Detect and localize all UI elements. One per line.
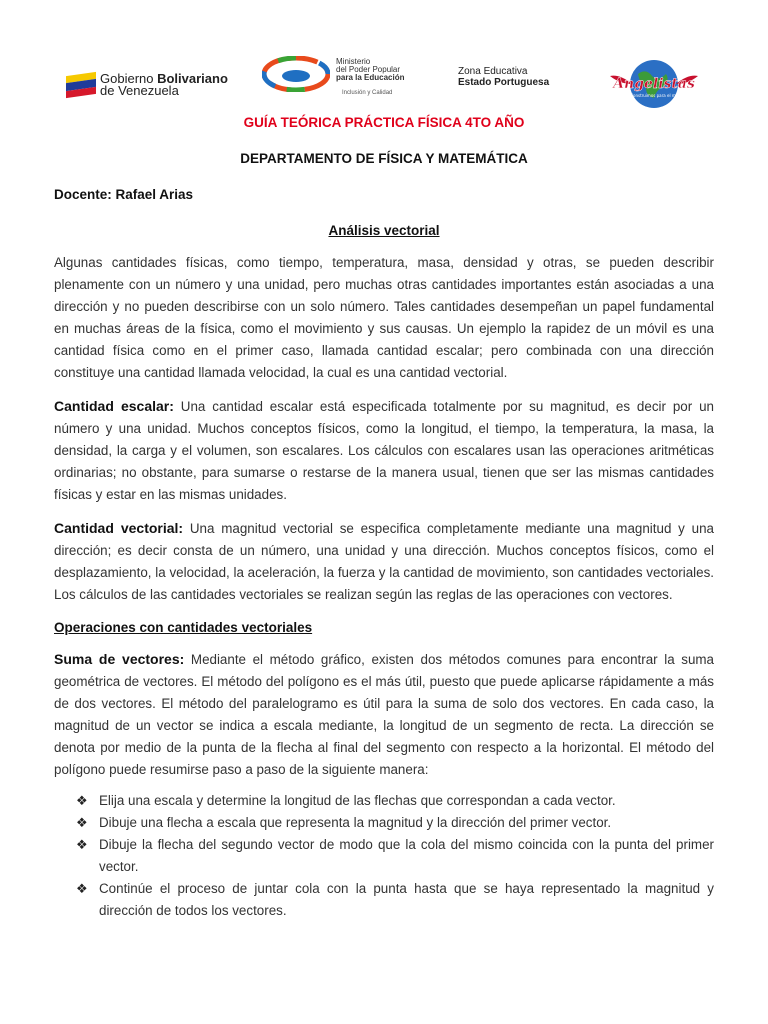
- diamond-bullet-icon: ❖: [76, 837, 88, 852]
- gob-line2: de Venezuela: [100, 83, 179, 98]
- zona-line1: Zona Educativa: [458, 66, 528, 77]
- vector-text: Una magnitud vectorial se especifica completamente mediante una magnitud y una dirección; es decir consta de un número, una unidad y una dirección. Muchos conceptos físicos, como el desplazamiento, la velocidad, la aceleración, la fuerza y la cantidad de movimiento, son cantidades vectoriales. Los cálculos de las cantidades vectoriales se realizan según las reglas de las operaciones con vectores.: [54, 521, 714, 602]
- vector-paragraph: [54, 517, 714, 606]
- section-title-analysis: Análisis vectorial: [328, 223, 440, 238]
- venezuela-flag-icon: [66, 72, 96, 98]
- angelistas-text: Angelistas: [613, 76, 695, 92]
- gobierno-bolivariano-logo: [66, 70, 256, 100]
- min-line2: del Poder Popular: [336, 65, 401, 74]
- sum-text: Mediante el método gráfico, existen dos métodos comunes para encontrar la suma geométrica de vectores. El método del polígono es el más útil, puesto que puede aplicarse rápidamente a más de dos vectores. El método del paralelogramo es útil para la suma de solo dos vectores. En cada caso, la magnitud de un vector se indica a escala mediante, la longitud de un segmento de recta. La dirección se denota por medio de la punta de la flecha al final del segmento con respecto a la horizontal. El método del polígono puede resumirse paso a paso de la siguiente manera:: [54, 652, 715, 777]
- diamond-bullet-icon: ❖: [76, 815, 88, 830]
- list-item-text: Continúe el proceso de juntar cola con la punta hasta que se haya representado la magnitud y dirección de todos los vectores.: [99, 881, 714, 918]
- list-item-text: Dibuje la flecha del segundo vector de modo que la cola del mismo coincida con la punta del primer vector.: [99, 837, 714, 874]
- globe-wings-icon: [606, 56, 702, 112]
- list-item: [54, 834, 714, 878]
- diamond-bullet-icon: ❖: [76, 881, 88, 896]
- diamond-bullet-icon: ❖: [76, 793, 88, 808]
- list-item: [54, 878, 714, 922]
- angelistas-logo: [606, 56, 702, 112]
- list-item: [54, 790, 714, 812]
- min-sub: Inclusión y Calidad: [342, 90, 393, 96]
- gob-line1-bold: Bolivariano: [157, 71, 228, 86]
- sum-label: Suma de vectores:: [54, 651, 185, 667]
- min-line1: Ministerio: [336, 57, 371, 66]
- scalar-text: Una cantidad escalar está especificada totalmente por su magnitud, es decir por un número y una unidad. Muchos conceptos físicos, como la longitud, el tiempo, la temperatura, la masa, la densidad, la carga y el volumen, son escalares. Los cálculos con escalares usan las operaciones aritméticas ordinarias; no obstante, para sumarse o restarse de la manera usual, tienen que ser las mismas cantidades físicas y estar en las mismas unidades.: [54, 399, 715, 502]
- department-title: DEPARTAMENTO DE FÍSICA Y MATEMÁTICA: [240, 151, 528, 166]
- page-header: [0, 48, 768, 112]
- scalar-paragraph: [54, 395, 714, 506]
- zona-educativa-label: [458, 66, 549, 88]
- document-title: GUÍA TEÓRICA PRÁCTICA FÍSICA 4TO AÑO: [243, 115, 525, 130]
- gob-line1-prefix: Gobierno: [100, 71, 158, 86]
- intro-paragraph: Algunas cantidades físicas, como tiempo, temperatura, masa, densidad y otras, se pueden describir plenamente con un número y una unidad, pero muchas otras cantidades importantes están asociadas a una dirección y no pueden describirse con un solo número. Tales cantidades desempeñan un papel fundamental en muchas áreas de la física, como el movimiento y sus causas. Un ejemplo la rapidez de un móvil es una cantidad física como en el primer caso, llamada cantidad escalar; pero combinada con una dirección constituye una cantidad llamada velocidad, la cual es una cantidad vectorial.: [54, 255, 714, 380]
- teacher-name: Docente: Rafael Arias: [54, 187, 194, 202]
- list-item-text: Elija una escala y determine la longitud de las flechas que correspondan a cada vector.: [99, 793, 616, 808]
- list-item: [54, 812, 714, 834]
- polygon-steps-list: [54, 790, 714, 922]
- scalar-label: Cantidad escalar:: [54, 398, 174, 414]
- zona-line2: Estado Portuguesa: [458, 77, 550, 88]
- ministerio-ring-icon: [262, 56, 330, 92]
- document-body: [54, 112, 714, 922]
- angelistas-sub: Construimos para el mundo: [630, 93, 686, 98]
- min-line3: para la Educación: [336, 73, 405, 82]
- ministerio-educacion-logo: [262, 56, 442, 102]
- sum-paragraph: [54, 648, 714, 781]
- operations-section-title: Operaciones con cantidades vectoriales: [54, 620, 313, 635]
- vector-label: Cantidad vectorial:: [54, 520, 184, 536]
- list-item-text: Dibuje una flecha a escala que representa la magnitud y la dirección del primer vector.: [99, 815, 612, 830]
